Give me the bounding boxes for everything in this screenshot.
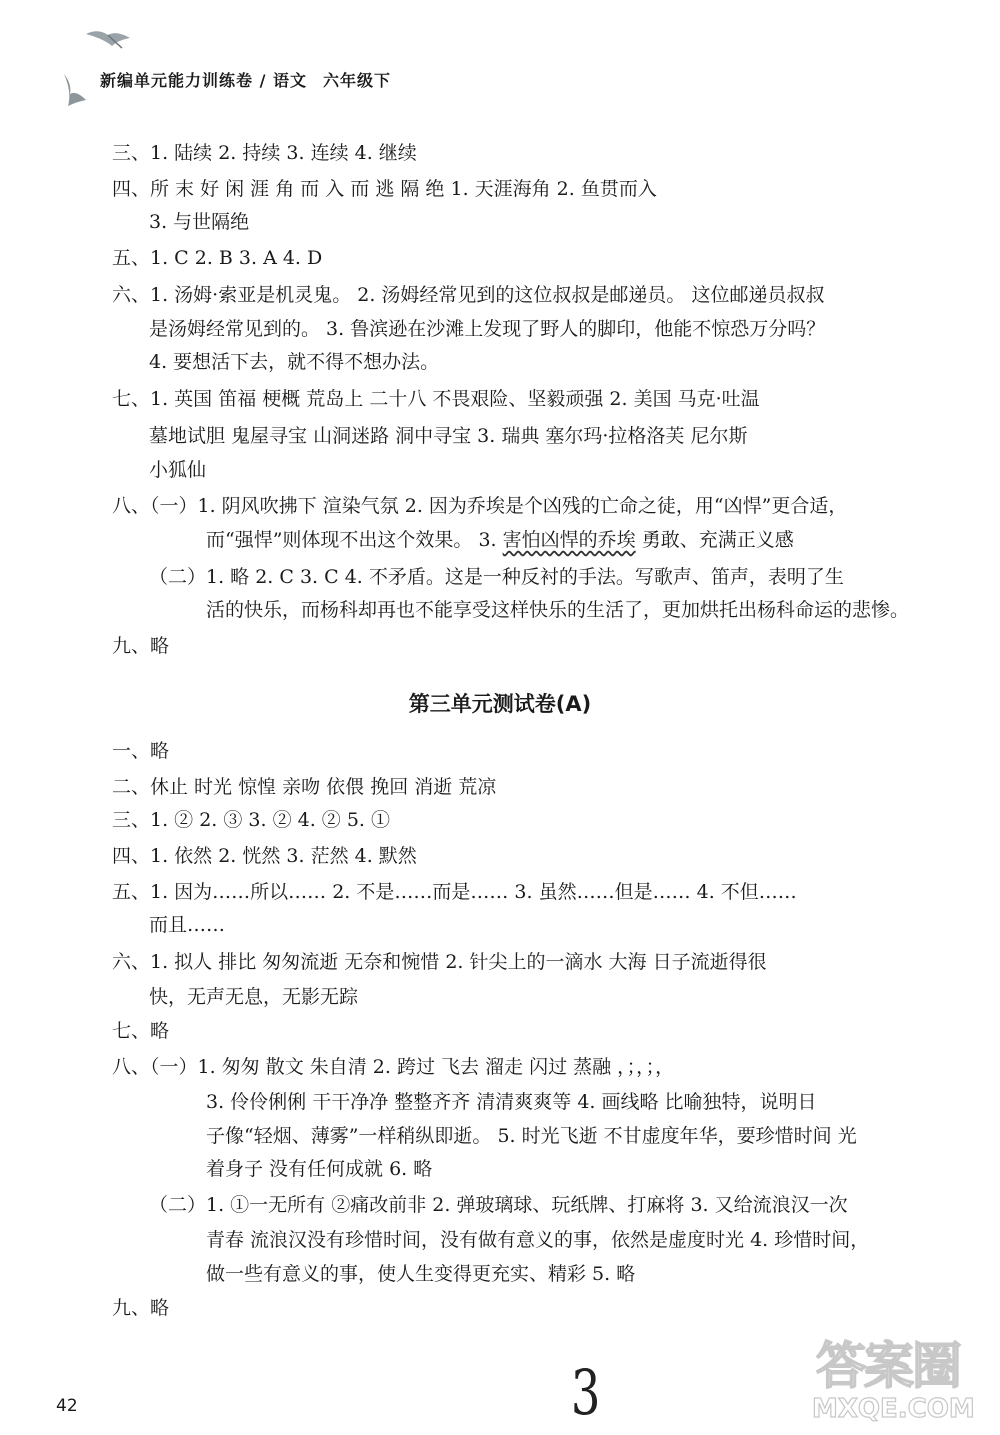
answer-line: 4. 要想活下去，就不得不想办法。 bbox=[149, 351, 440, 373]
answer-line: 着身子 没有任何成就 6. 略 bbox=[206, 1158, 433, 1180]
answer-line: 四、所 末 好 闲 涯 角 而 入 而 逃 隔 绝 1. 天涯海角 2. 鱼贯而入 bbox=[112, 178, 657, 200]
answer-line: 七、略 bbox=[112, 1020, 170, 1042]
page-header bbox=[100, 68, 391, 91]
answer-line: 五、1. C 2. B 3. A 4. D bbox=[112, 247, 323, 269]
answer-line bbox=[206, 528, 794, 552]
answer-line: 青春 流浪汉没有珍惜时间，没有做有意义的事，依然是虚度时光 4. 珍惜时间， bbox=[206, 1229, 870, 1251]
answer-line: 墓地试胆 鬼屋寻宝 山洞迷路 洞中寻宝 3. 瑞典 塞尔玛·拉格洛芙 尼尔斯 bbox=[149, 425, 748, 447]
answer-line: 活的快乐，而杨科却再也不能享受这样快乐的生活了，更加烘托出杨科命运的悲惨。 bbox=[206, 599, 910, 621]
answer-line: 一、略 bbox=[112, 740, 170, 762]
watermark-text: 答案圈 bbox=[816, 1337, 960, 1395]
page-number: 42 bbox=[56, 1396, 78, 1416]
answer-line: 3. 与世隔绝 bbox=[149, 211, 250, 233]
answer-line: 八、（一）1. 匆匆 散文 朱自清 2. 跨过 飞去 溜走 闪过 蒸融 ，；，；， bbox=[112, 1056, 675, 1078]
grade-label: 六年级下 bbox=[323, 71, 392, 90]
answer-line: 六、1. 拟人 排比 匆匆流逝 无奈和惋惜 2. 针尖上的一滴水 大海 日子流逝得很 bbox=[112, 951, 767, 973]
answer-line: 三、1. ② 2. ③ 3. ② 4. ② 5. ① bbox=[112, 809, 390, 831]
answer-line: 三、1. 陆续 2. 持续 3. 连续 4. 继续 bbox=[112, 142, 417, 164]
answer-line: 二、休止 时光 惊惶 亲吻 依偎 挽回 消逝 荒凉 bbox=[112, 776, 497, 798]
answer-line: 而且…… bbox=[149, 914, 226, 936]
answer-line: 是汤姆经常见到的。 3. 鲁滨逊在沙滩上发现了野人的脚印，他能不惊恐万分吗？ bbox=[149, 318, 826, 340]
answer-line: 小狐仙 bbox=[149, 459, 207, 481]
watermark-url: MXQE.COM bbox=[812, 1394, 975, 1424]
answer-line: 做一些有意义的事，使人生变得更充实、精彩 5. 略 bbox=[206, 1263, 636, 1285]
answer-line: 子像“轻烟、薄雾”一样稍纵即逝。 5. 时光飞逝 不甘虚度年华，要珍惜时间 光 bbox=[206, 1125, 857, 1147]
answer-line: 五、1. 因为……所以…… 2. 不是……而是…… 3. 虽然……但是…… 4. 不但…… bbox=[112, 881, 797, 903]
answer-line: 六、1. 汤姆·索亚是机灵鬼。 2. 汤姆经常见到的这位叔叔是邮递员。 这位邮递员叔叔 bbox=[112, 284, 825, 306]
swallow-illustration-icon bbox=[60, 70, 90, 110]
bird-illustration-icon bbox=[84, 26, 134, 56]
watermark-logo bbox=[790, 1322, 980, 1432]
answer-line: 四、1. 依然 2. 恍然 3. 茫然 4. 默然 bbox=[112, 845, 417, 867]
answer-line: 3. 伶伶俐俐 干干净净 整整齐齐 清清爽爽等 4. 画线略 比喻独特，说明日 bbox=[206, 1091, 817, 1113]
answer-line: 七、1. 英国 笛福 梗概 荒岛上 二十八 不畏艰险、坚毅顽强 2. 美国 马克·吐温 bbox=[112, 388, 760, 410]
handwritten-mark: 3 bbox=[570, 1356, 601, 1429]
answer-line: 八、（一）1. 阴风吹拂下 渲染气氛 2. 因为乔埃是个凶残的亡命之徒，用“凶悍”更合适， bbox=[112, 495, 848, 517]
book-title: 新编单元能力训练卷 / 语文 bbox=[100, 71, 307, 90]
answer-line: 九、略 bbox=[112, 635, 170, 657]
answer-line: 快，无声无息，无影无踪 bbox=[149, 986, 359, 1008]
unit-test-title: 第三单元测试卷(A) bbox=[408, 692, 592, 716]
answer-text: 勇敢、充满正义感 bbox=[635, 529, 794, 551]
answer-line: （二）1. 略 2. C 3. C 4. 不矛盾。这是一种反衬的手法。写歌声、笛声，表明了生 bbox=[149, 566, 844, 588]
answer-line: （二）1. ①一无所有 ②痛改前非 2. 弹玻璃球、玩纸牌、打麻将 3. 又给流浪汉一次 bbox=[149, 1194, 848, 1216]
wavy-underlined-answer: 害怕凶悍的乔埃 bbox=[502, 529, 636, 551]
answer-line: 九、略 bbox=[112, 1297, 170, 1319]
answer-text: 而“强悍”则体现不出这个效果。 3. bbox=[206, 529, 503, 551]
